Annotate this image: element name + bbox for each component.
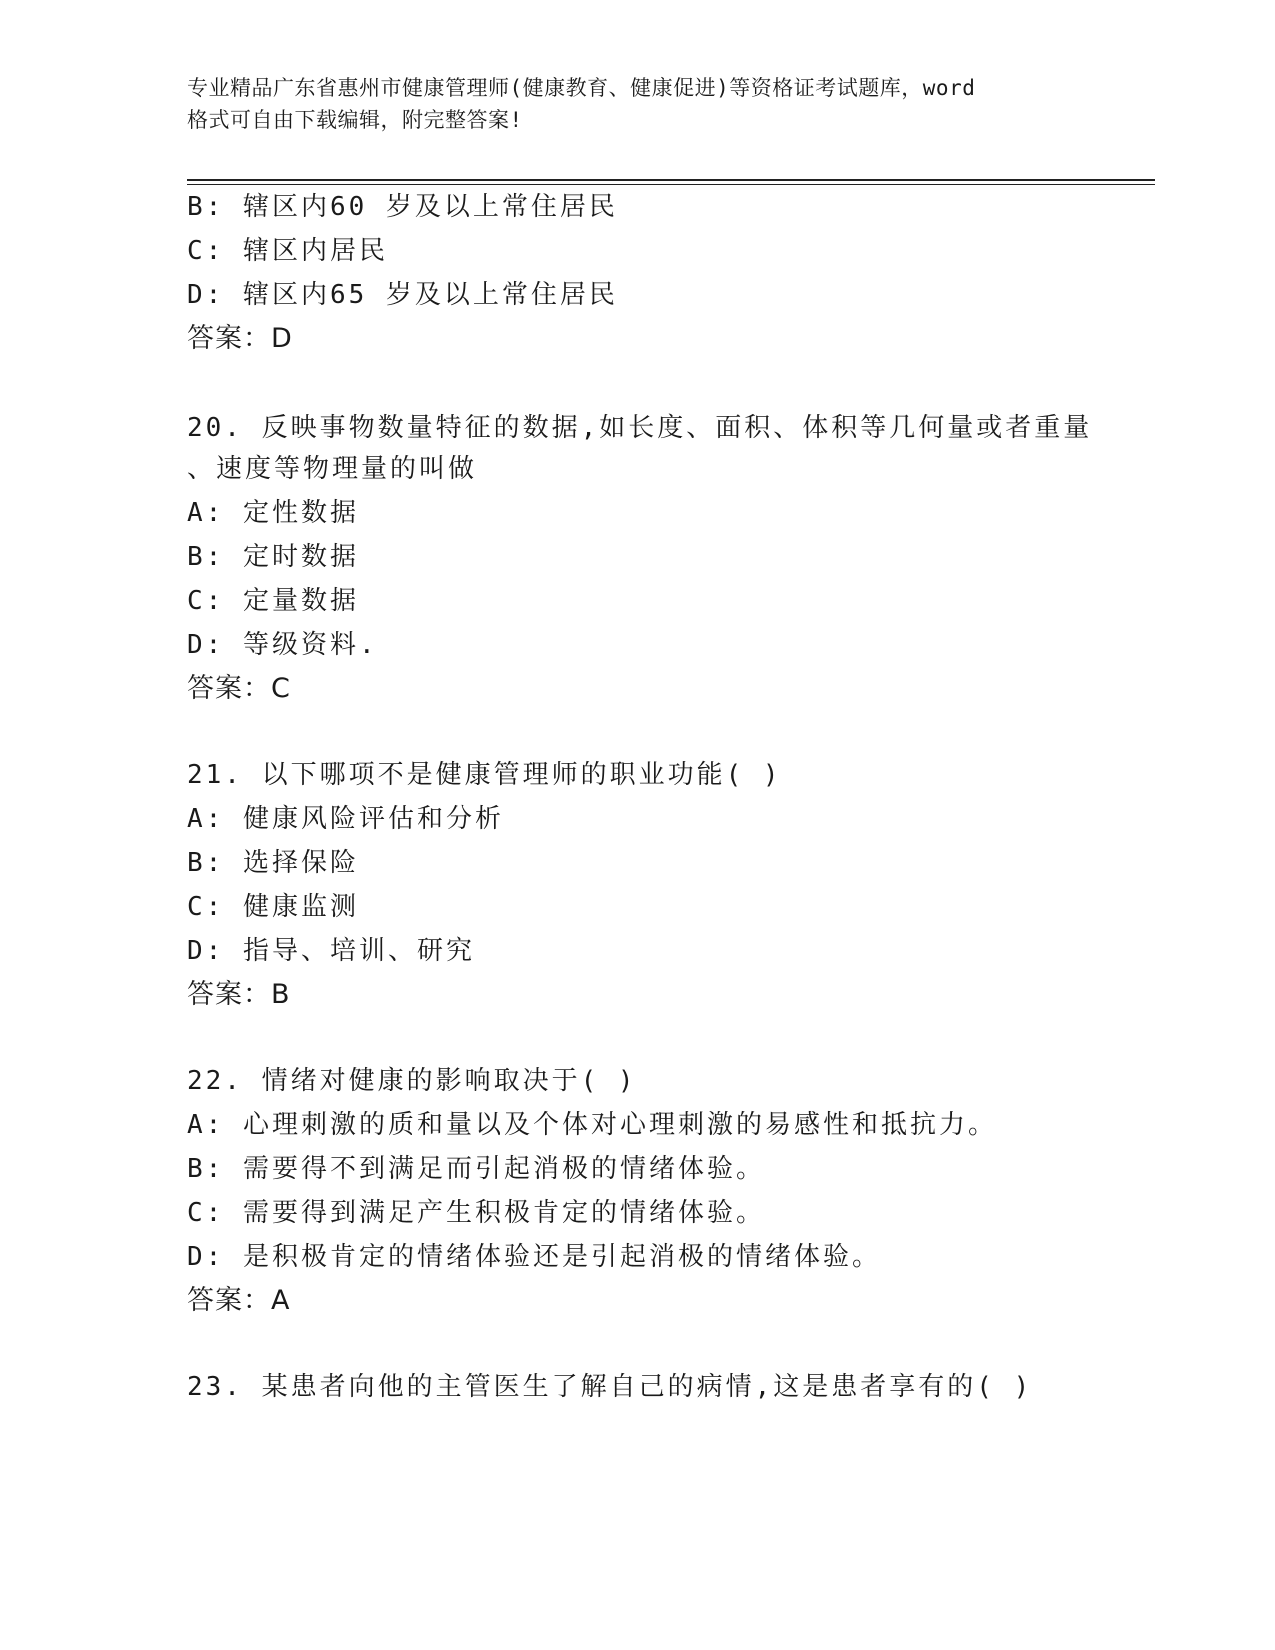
header-divider-thin xyxy=(187,184,1155,185)
q21-option-b: B: 选择保险 xyxy=(187,848,359,878)
q20-answer: 答案：C xyxy=(187,673,291,704)
q22-option-b: B: 需要得不到满足而引起消极的情绪体验。 xyxy=(187,1154,765,1184)
q19-option-d: D: 辖区内65 岁及以上常住居民 xyxy=(187,280,618,310)
q20-stem-line-2: 、速度等物理量的叫做 xyxy=(187,454,478,484)
q21-option-d: D: 指导、培训、研究 xyxy=(187,936,475,966)
header-line-1: 专业精品广东省惠州市健康管理师(健康教育、健康促进)等资格证考试题库，word xyxy=(187,76,976,100)
q21-answer: 答案：B xyxy=(187,979,291,1010)
q22-option-a: A: 心理刺激的质和量以及个体对心理刺激的易感性和抵抗力。 xyxy=(187,1110,997,1140)
q21-stem: 21. 以下哪项不是健康管理师的职业功能( ) xyxy=(187,760,782,790)
q20-option-b: B: 定时数据 xyxy=(187,542,359,572)
q21-option-a: A: 健康风险评估和分析 xyxy=(187,804,504,834)
q20-option-d: D: 等级资料. xyxy=(187,630,378,660)
q23-stem: 23. 某患者向他的主管医生了解自己的病情,这是患者享有的( ) xyxy=(187,1372,1033,1402)
q19-option-b: B: 辖区内60 岁及以上常住居民 xyxy=(187,192,618,222)
q22-option-c: C: 需要得到满足产生积极肯定的情绪体验。 xyxy=(187,1198,765,1228)
q20-option-c: C: 定量数据 xyxy=(187,586,359,616)
q20-option-a: A: 定性数据 xyxy=(187,498,359,528)
q19-option-c: C: 辖区内居民 xyxy=(187,236,388,266)
q22-option-d: D: 是积极肯定的情绪体验还是引起消极的情绪体验。 xyxy=(187,1242,881,1272)
q22-stem: 22. 情绪对健康的影响取决于( ) xyxy=(187,1066,637,1096)
q22-answer: 答案：A xyxy=(187,1285,291,1316)
header-line-2: 格式可自由下载编辑，附完整答案! xyxy=(187,108,523,132)
header-divider-thick xyxy=(187,179,1155,181)
q21-option-c: C: 健康监测 xyxy=(187,892,359,922)
q19-answer: 答案：D xyxy=(187,323,293,354)
q20-stem-line-1: 20. 反映事物数量特征的数据,如长度、面积、体积等几何量或者重量 xyxy=(187,413,1093,443)
document-header xyxy=(187,72,1087,136)
